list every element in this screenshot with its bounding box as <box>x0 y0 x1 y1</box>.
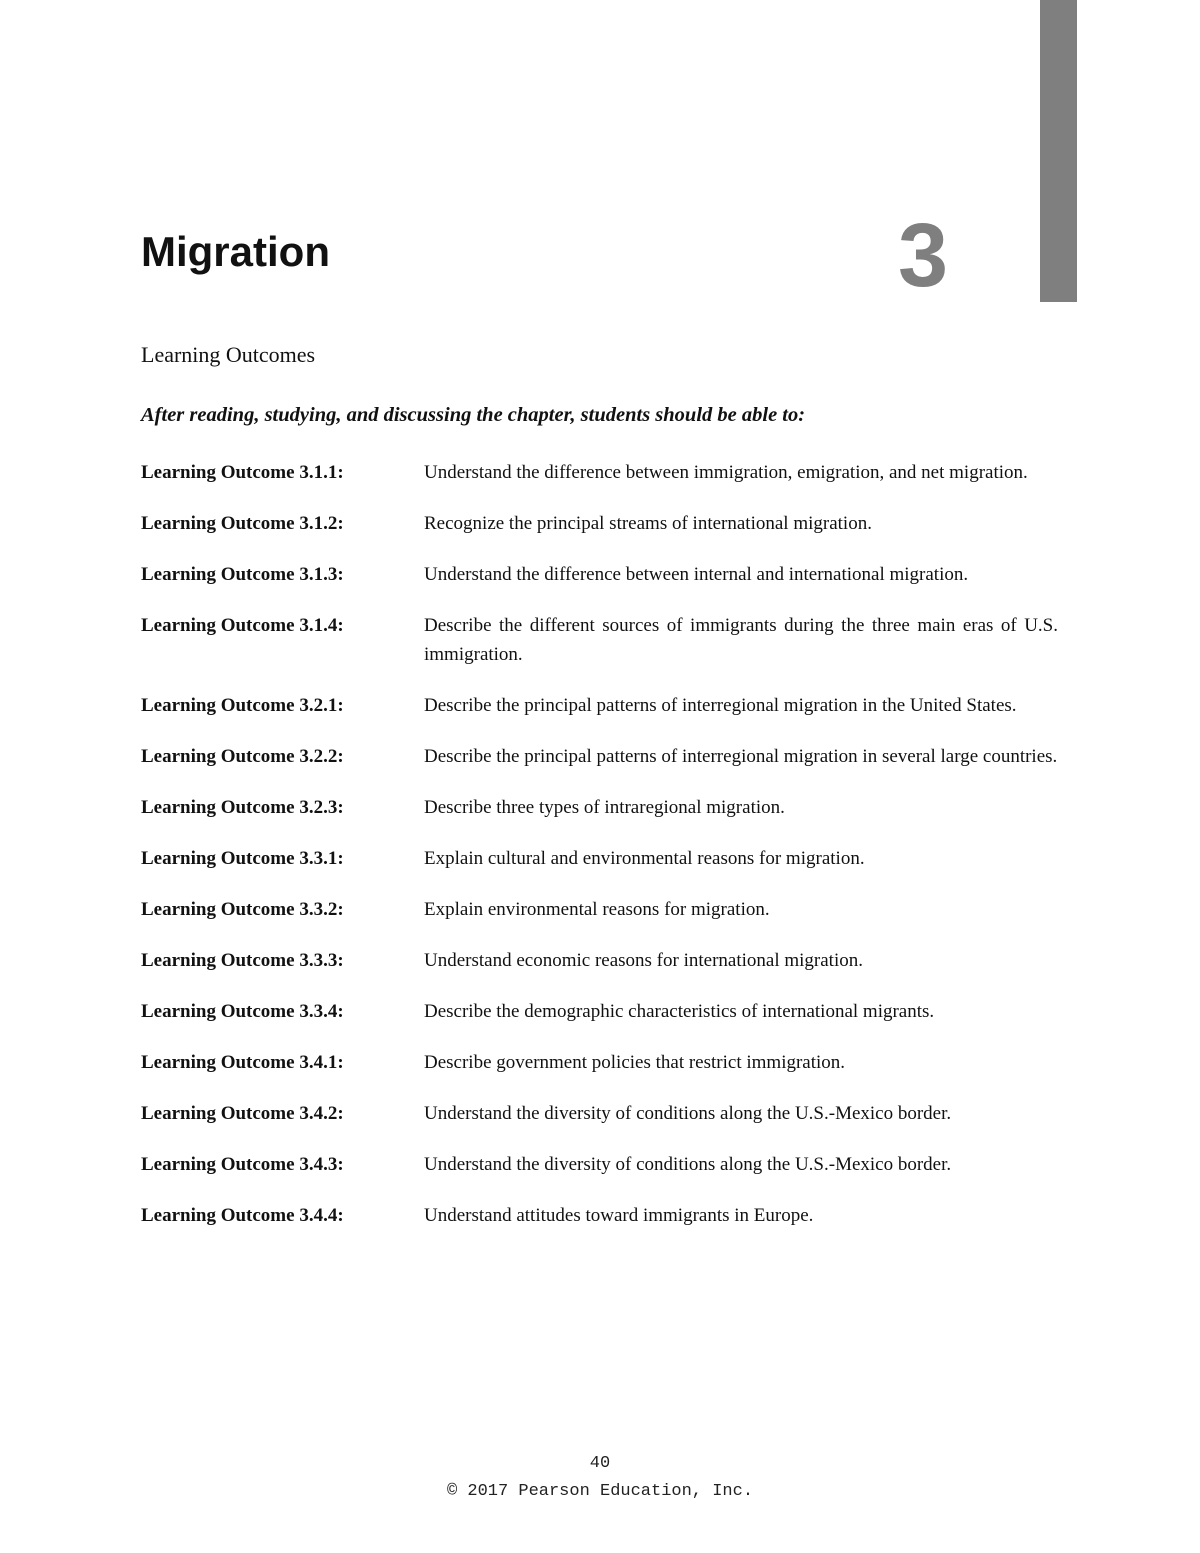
learning-outcomes-list <box>141 458 1058 1252</box>
outcome-description: Understand economic reasons for international migration. <box>424 950 863 971</box>
outcome-description: Understand attitudes toward immigrants in Europe. <box>424 1205 814 1226</box>
outcome-label: Learning Outcome 3.1.2: <box>141 513 344 534</box>
outcome-label: Learning Outcome 3.2.3: <box>141 797 344 818</box>
learning-outcome-row <box>141 844 1058 873</box>
learning-outcome-row <box>141 895 1058 924</box>
outcome-label: Learning Outcome 3.4.1: <box>141 1052 344 1073</box>
outcome-description: Describe government policies that restrict immigration. <box>424 1052 846 1073</box>
chapter-number: 3 <box>898 206 949 306</box>
learning-outcome-row <box>141 560 1058 589</box>
outcome-description: Understand the difference between internal and international migration. <box>424 564 969 585</box>
outcome-description: Describe the different sources of immigrants during the three main eras of U.S. immigration. <box>424 615 1058 665</box>
outcome-label: Learning Outcome 3.1.3: <box>141 564 344 585</box>
outcome-description: Explain environmental reasons for migration. <box>424 899 770 920</box>
outcome-label: Learning Outcome 3.3.2: <box>141 899 344 920</box>
outcome-label: Learning Outcome 3.1.4: <box>141 615 344 636</box>
outcome-label: Learning Outcome 3.4.4: <box>141 1205 344 1226</box>
outcome-label: Learning Outcome 3.2.2: <box>141 746 344 767</box>
copyright-notice: © 2017 Pearson Education, Inc. <box>446 1482 754 1501</box>
outcome-description: Describe three types of intraregional migration. <box>424 797 785 818</box>
outcome-label: Learning Outcome 3.3.4: <box>141 1001 344 1022</box>
outcome-label: Learning Outcome 3.1.1: <box>141 462 344 483</box>
outcome-label: Learning Outcome 3.4.2: <box>141 1103 344 1124</box>
learning-outcome-row <box>141 1048 1058 1077</box>
outcome-label: Learning Outcome 3.2.1: <box>141 695 344 716</box>
outcome-description: Understand the difference between immigration, emigration, and net migration. <box>424 462 1028 483</box>
learning-outcome-row <box>141 1150 1058 1179</box>
learning-outcome-row <box>141 946 1058 975</box>
outcome-description: Explain cultural and environmental reasons for migration. <box>424 848 865 869</box>
learning-outcome-row <box>141 742 1058 771</box>
outcome-description: Describe the principal patterns of interregional migration in several large countries. <box>424 746 1058 767</box>
outcome-description: Understand the diversity of conditions along the U.S.-Mexico border. <box>424 1154 952 1175</box>
outcome-description: Describe the demographic characteristics of international migrants. <box>424 1001 935 1022</box>
learning-outcome-row <box>141 509 1058 538</box>
learning-outcome-row <box>141 1201 1058 1230</box>
intro-text: After reading, studying, and discussing the chapter, students should be able to: <box>141 404 806 426</box>
page-number: 40 <box>589 1454 611 1473</box>
outcome-description: Understand the diversity of conditions along the U.S.-Mexico border. <box>424 1103 952 1124</box>
learning-outcome-row <box>141 691 1058 720</box>
outcome-description: Describe the principal patterns of interregional migration in the United States. <box>424 695 1017 716</box>
outcome-label: Learning Outcome 3.4.3: <box>141 1154 344 1175</box>
learning-outcome-row <box>141 611 1058 669</box>
learning-outcome-row <box>141 997 1058 1026</box>
chapter-title: Migration <box>141 228 330 275</box>
outcome-label: Learning Outcome 3.3.3: <box>141 950 344 971</box>
learning-outcome-row <box>141 1099 1058 1128</box>
learning-outcome-row <box>141 458 1058 487</box>
learning-outcome-row <box>141 793 1058 822</box>
chapter-side-bar <box>1040 0 1077 302</box>
outcome-label: Learning Outcome 3.3.1: <box>141 848 344 869</box>
outcome-description: Recognize the principal streams of international migration. <box>424 513 872 534</box>
section-heading: Learning Outcomes <box>141 342 316 367</box>
